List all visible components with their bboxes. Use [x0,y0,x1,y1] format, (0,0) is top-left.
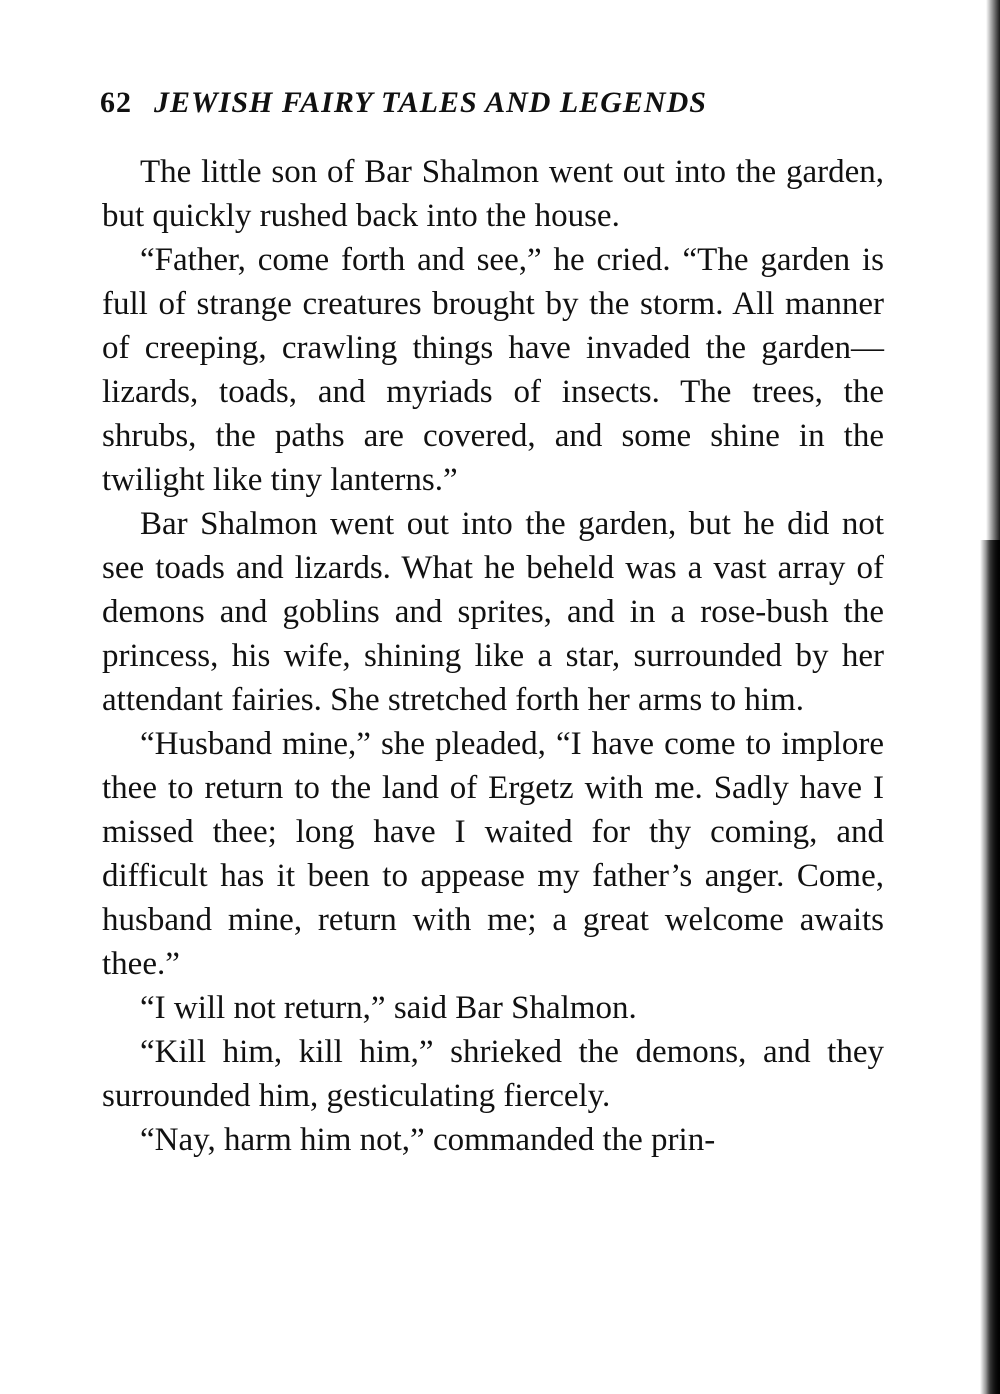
paragraph: The little son of Bar Shalmon went out into the garden, but quickly rushed back into the house. [102,154,884,234]
running-title: JEWISH FAIRY TALES AND LEGENDS [154,86,707,119]
body-text [102,150,884,1162]
paragraph: “Kill him, kill him,” shrieked the demons, and they surrounded him, gesticulating fiercely. [102,1034,884,1114]
paragraph: “Nay, harm him not,” commanded the prin- [140,1122,716,1158]
page-edge-shadow-lower [980,540,1000,1394]
paragraph: “I will not return,” said Bar Shalmon. [140,990,637,1026]
running-header [100,86,860,120]
page-number: 62 [100,86,132,119]
paragraph: Bar Shalmon went out into the garden, but he did not see toads and lizards. What he beheld was a vast array of demons and goblins and sprites, and in a rose-bush the princess, his wife, shining like a star, surrounded by her attendant fairies. She stretched forth her arms to him. [102,506,884,718]
paragraph: “Father, come forth and see,” he cried. “The garden is full of strange creatures brought by the storm. All manner of creeping, crawling things have invaded the garden—lizards, toads, and myriads of insects. The trees, the shrubs, the paths are covered, and some shine in the twilight like tiny lanterns.” [102,242,884,498]
paragraph: “Husband mine,” she pleaded, “I have come to implore thee to return to the land of Ergetz with me. Sadly have I missed thee; long have I waited for thy coming, and difficult has it been to appease my father’s anger. Come, husband mine, return with me; a great welcome awaits thee.” [102,726,884,982]
